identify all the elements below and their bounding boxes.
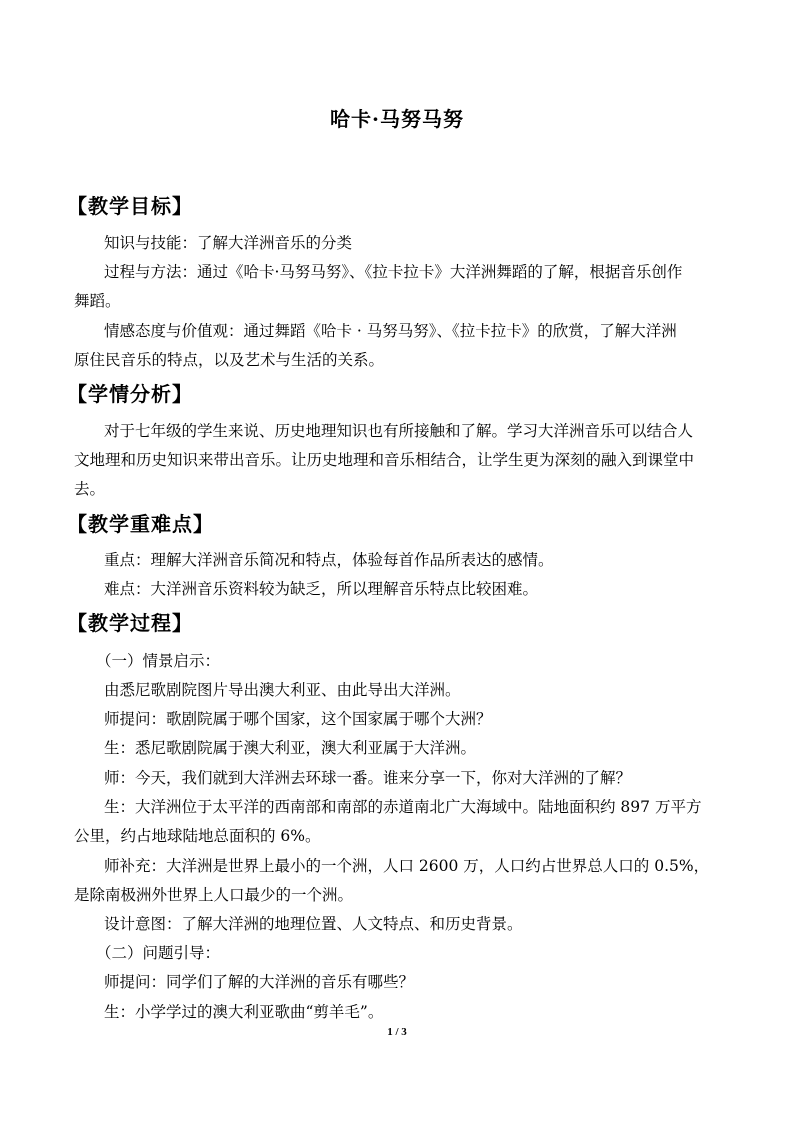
keypoint-difficulty: 难点：大洋洲音乐资料较为缺乏，所以理解音乐特点比较困难。 (104, 580, 539, 598)
heading-keypoints: 【教学重难点】 (67, 512, 214, 536)
process-step1-title: （一）情景启示： (96, 652, 221, 670)
process-line: 师补充：大洋洲是世界上最小的一个洲，人口 2600 万，人口约占世界总人口的 0.5%， (104, 857, 710, 875)
objective-knowledge: 知识与技能：了解大洋洲音乐的分类 (104, 234, 353, 252)
page-number: 1 / 3 (387, 1026, 407, 1038)
page-title: 哈卡·马努马努 (330, 107, 464, 131)
keypoint-focus: 重点：理解大洋洲音乐简况和特点，体验每首作品所表达的感情。 (104, 551, 554, 569)
process-line: 公里，约占地球陆地总面积的 6%。 (74, 827, 321, 845)
process-line: 由悉尼歌剧院图片导出澳大利亚、由此导出大洋洲。 (104, 681, 461, 699)
analysis-line3: 去。 (74, 480, 106, 498)
heading-objectives: 【教学目标】 (67, 194, 193, 218)
process-line: 师提问：歌剧院属于哪个国家，这个国家属于哪个大洲？ (104, 710, 492, 728)
analysis-line1: 对于七年级的学生来说、历史地理知识也有所接触和了解。学习大洋洲音乐可以结合人 (104, 422, 694, 440)
analysis-line2: 文地理和历史知识来带出音乐。让历史地理和音乐相结合，让学生更为深刻的融入到课堂中 (74, 451, 695, 469)
objective-emotion-line2: 原住民音乐的特点，以及艺术与生活的关系。 (74, 351, 385, 369)
objective-emotion-line1: 情感态度与价值观：通过舞蹈《哈卡 · 马努马努》、《拉卡拉卡》的欣赏，了解大洋洲 (104, 322, 677, 340)
process-line: 是除南极洲外世界上人口最少的一个洲。 (74, 886, 354, 904)
process-line: 师提问：同学们了解的大洋洲的音乐有哪些？ (104, 973, 415, 991)
process-line: 生：小学学过的澳大利亚歌曲“剪羊毛”。 (104, 1003, 384, 1021)
process-line: 师：今天，我们就到大洋洲去环球一番。谁来分享一下，你对大洋洲的了解？ (104, 769, 632, 787)
process-line: 生：大洋洲位于太平洋的西南部和南部的赤道南北广大海域中。陆地面积约 897 万平方 (104, 798, 702, 816)
process-design-intent: 设计意图：了解大洋洲的地理位置、人文特点、和历史背景。 (104, 915, 523, 933)
process-line: 生：悉尼歌剧院属于澳大利亚，澳大利亚属于大洋洲。 (104, 739, 477, 757)
heading-process: 【教学过程】 (67, 611, 193, 635)
heading-analysis: 【学情分析】 (67, 382, 193, 406)
objective-process-line2: 舞蹈。 (74, 292, 121, 310)
process-step2-title: （二）问题引导： (96, 944, 221, 962)
objective-process-line1: 过程与方法：通过《哈卡·马努马努》、《拉卡拉卡》大洋洲舞蹈的了解，根据音乐创作 (104, 263, 683, 281)
